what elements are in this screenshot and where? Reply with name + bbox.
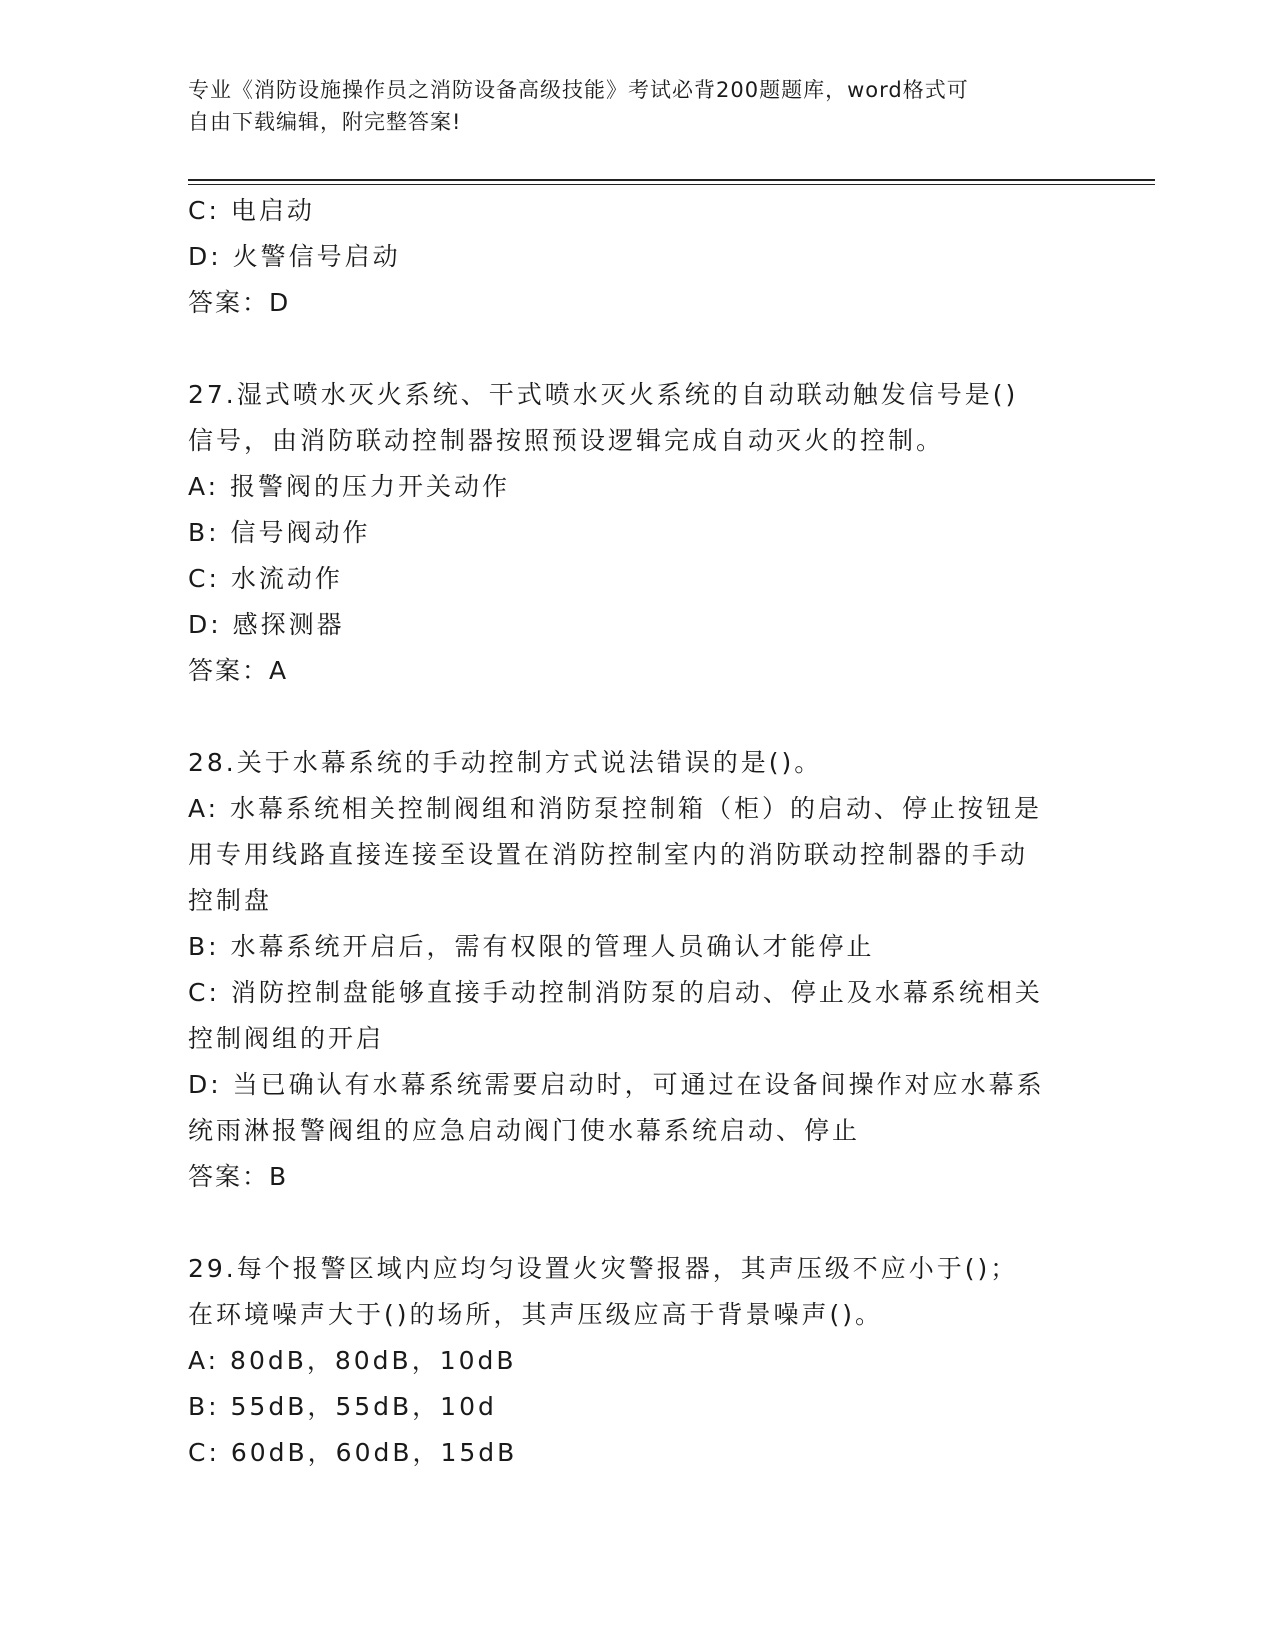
option-d: D: 火警信号启动	[188, 242, 401, 271]
option-a-cont: 用专用线路直接连接至设置在消防控制室内的消防联动控制器的手动	[188, 840, 1029, 869]
spacer	[188, 326, 1088, 372]
question-stem: 28.关于水幕系统的手动控制方式说法错误的是()。	[188, 748, 823, 777]
answer: 答案：A	[188, 656, 289, 685]
option-c: C: 电启动	[188, 196, 315, 225]
option-b: B: 55dB，55dB，10d	[188, 1392, 497, 1421]
option-c: C: 60dB，60dB，15dB	[188, 1438, 518, 1467]
option-d-cont: 统雨淋报警阀组的应急启动阀门使水幕系统启动、停止	[188, 1116, 861, 1145]
spacer	[188, 1200, 1088, 1246]
header-divider-thin	[188, 184, 1155, 185]
option-a-cont: 控制盘	[188, 886, 273, 915]
answer: 答案：B	[188, 1162, 289, 1191]
option-d: D: 感探测器	[188, 610, 345, 639]
header-divider-thick	[188, 179, 1155, 181]
option-b: B: 信号阀动作	[188, 518, 371, 547]
option-a: A: 80dB，80dB，10dB	[188, 1346, 517, 1375]
question-29	[188, 1246, 1088, 1476]
question-stem: 在环境噪声大于()的场所，其声压级应高于背景噪声()。	[188, 1300, 884, 1329]
spacer	[188, 694, 1088, 740]
option-c: C: 水流动作	[188, 564, 343, 593]
option-a: A: 水幕系统相关控制阀组和消防泵控制箱（柜）的启动、停止按钮是	[188, 794, 1043, 823]
question-stem: 29.每个报警区域内应均匀设置火灾警报器，其声压级不应小于()；	[188, 1254, 1019, 1283]
answer: 答案：D	[188, 288, 291, 317]
question-list	[188, 188, 1088, 1476]
question-stem: 信号，由消防联动控制器按照预设逻辑完成自动灭火的控制。	[188, 426, 945, 455]
option-c: C: 消防控制盘能够直接手动控制消防泵的启动、停止及水幕系统相关	[188, 978, 1043, 1007]
question-26-tail	[188, 188, 1088, 326]
option-c-cont: 控制阀组的开启	[188, 1024, 385, 1053]
header-line-2: 自由下载编辑，附完整答案!	[188, 110, 462, 134]
document-header	[188, 74, 1088, 138]
option-d: D: 当已确认有水幕系统需要启动时，可通过在设备间操作对应水幕系	[188, 1070, 1045, 1099]
header-line-1: 专业《消防设施操作员之消防设备高级技能》考试必背200题题库，word格式可	[188, 78, 969, 102]
question-stem: 27.湿式喷水灭火系统、干式喷水灭火系统的自动联动触发信号是()	[188, 380, 1019, 409]
option-b: B: 水幕系统开启后，需有权限的管理人员确认才能停止	[188, 932, 875, 961]
question-28	[188, 740, 1088, 1200]
question-27	[188, 372, 1088, 694]
option-a: A: 报警阀的压力开关动作	[188, 472, 511, 501]
